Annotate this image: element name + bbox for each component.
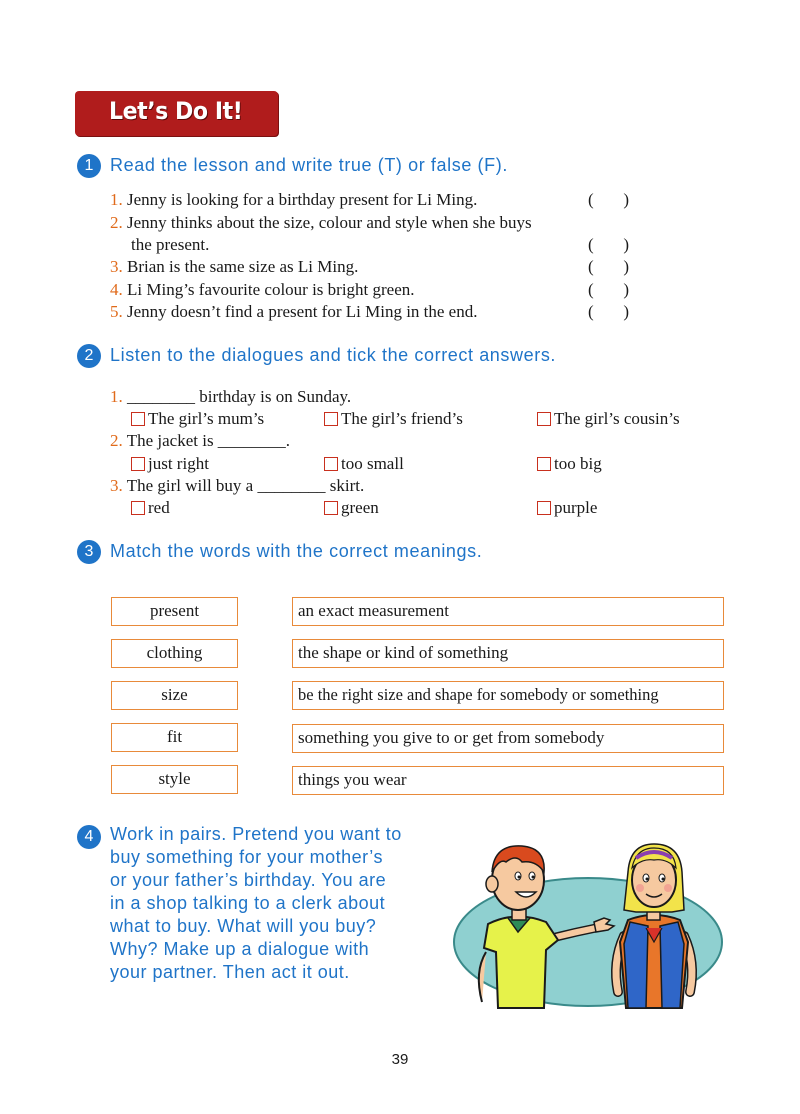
- section-4-number: 4: [77, 825, 101, 849]
- checkbox[interactable]: [131, 457, 145, 471]
- section-1-title: Read the lesson and write true (T) or false (F).: [110, 155, 508, 175]
- q3-option-c[interactable]: purple: [537, 497, 597, 519]
- checkbox[interactable]: [131, 412, 145, 426]
- tf-item-2-continued: the present.: [131, 235, 210, 254]
- word-box-present[interactable]: present: [111, 597, 238, 626]
- q2-option-a[interactable]: just right: [131, 453, 209, 475]
- meaning-box-1[interactable]: an exact measurement: [292, 597, 724, 626]
- section-3-title: Match the words with the correct meanings.: [110, 541, 483, 561]
- lets-do-it-banner: [75, 91, 278, 136]
- section-2-number: 2: [77, 344, 101, 368]
- checkbox[interactable]: [131, 501, 145, 515]
- q1-option-c[interactable]: The girl’s cousin’s: [537, 408, 680, 430]
- checkbox[interactable]: [324, 501, 338, 515]
- word-box-fit[interactable]: fit: [111, 723, 238, 752]
- q1-option-a[interactable]: The girl’s mum’s: [131, 408, 264, 430]
- answer-paren-2[interactable]: ( ): [588, 235, 630, 254]
- girl-figure: [616, 844, 692, 1008]
- two-kids-illustration: [446, 832, 730, 1014]
- tf-item-5: 5. Jenny doesn’t find a present for Li Ming in the end.: [110, 302, 478, 321]
- q3-option-b[interactable]: green: [324, 497, 379, 519]
- checkbox[interactable]: [324, 457, 338, 471]
- checkbox[interactable]: [537, 501, 551, 515]
- banner-title: Let’s Do It!: [109, 97, 243, 125]
- answer-paren-5[interactable]: ( ): [588, 302, 630, 321]
- checkbox[interactable]: [324, 412, 338, 426]
- section-4-instructions: Work in pairs. Pretend you want to buy something for your mother’s or your father’s birthday. You are in a shop talking to a clerk about what to buy. What will you buy? Why? Make up a dialogue with your partner. Then act it out.: [110, 824, 402, 982]
- q1-option-b[interactable]: The girl’s friend’s: [324, 408, 463, 430]
- section-3-number: 3: [77, 540, 101, 564]
- question-3: 3. The girl will buy a ________ skirt.: [110, 476, 365, 495]
- q3-option-a[interactable]: red: [131, 497, 170, 519]
- meaning-box-3[interactable]: be the right size and shape for somebody or something: [292, 681, 724, 710]
- tf-item-3: 3. Brian is the same size as Li Ming.: [110, 257, 359, 276]
- answer-paren-1[interactable]: ( ): [588, 190, 630, 209]
- q2-option-c[interactable]: too big: [537, 453, 602, 475]
- checkbox[interactable]: [537, 412, 551, 426]
- question-2: 2. The jacket is ________.: [110, 431, 291, 450]
- tf-item-2: 2. Jenny thinks about the size, colour and style when she buys: [110, 213, 532, 232]
- tf-item-4: 4. Li Ming’s favourite colour is bright green.: [110, 280, 415, 299]
- section-2-title: Listen to the dialogues and tick the correct answers.: [110, 345, 557, 365]
- answer-paren-3[interactable]: ( ): [588, 257, 630, 276]
- word-box-clothing[interactable]: clothing: [111, 639, 238, 668]
- question-1: 1. ________ birthday is on Sunday.: [110, 387, 352, 406]
- section-1-number: 1: [77, 154, 101, 178]
- meaning-box-5[interactable]: things you wear: [292, 766, 724, 795]
- answer-paren-4[interactable]: ( ): [588, 280, 630, 299]
- word-box-size[interactable]: size: [111, 681, 238, 710]
- q2-option-b[interactable]: too small: [324, 453, 404, 475]
- checkbox[interactable]: [537, 457, 551, 471]
- page-number: 39: [391, 1051, 409, 1068]
- meaning-box-2[interactable]: the shape or kind of something: [292, 639, 724, 668]
- tf-item-1: 1. Jenny is looking for a birthday present for Li Ming.: [110, 190, 478, 209]
- word-box-style[interactable]: style: [111, 765, 238, 794]
- meaning-box-4[interactable]: something you give to or get from somebody: [292, 724, 724, 753]
